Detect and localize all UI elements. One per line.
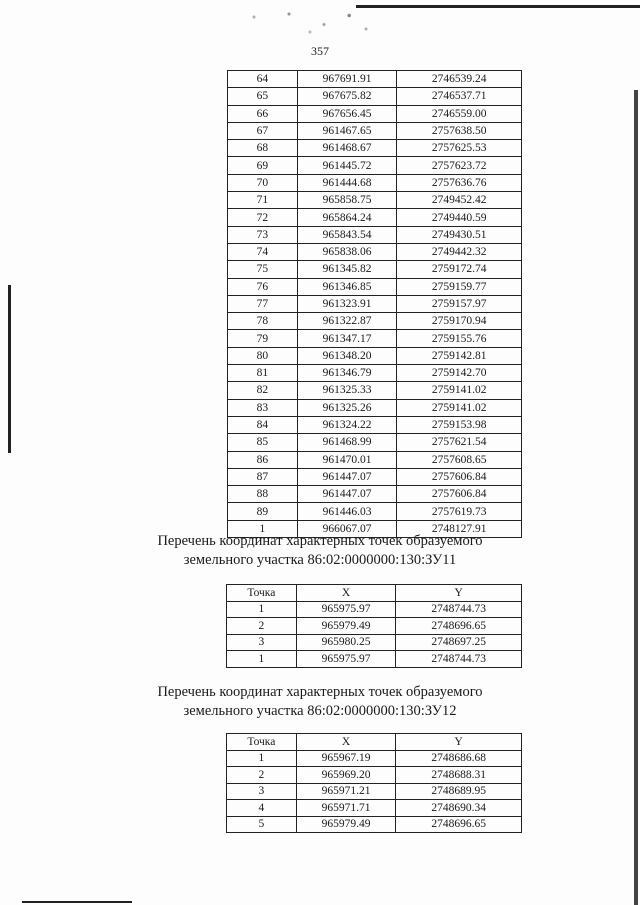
table-row [228, 416, 522, 433]
cell-point: 86 [228, 451, 298, 468]
cell-y: 2749442.32 [397, 243, 522, 260]
section-heading-zu11-line2: земельного участка 86:02:0000000:130:ЗУ11 [183, 552, 457, 568]
table-header-row [227, 734, 522, 751]
cell-y: 2746537.71 [397, 88, 522, 105]
cell-point: 2 [227, 767, 297, 784]
cell-y: 2757608.65 [397, 451, 522, 468]
table-row [228, 434, 522, 451]
cell-point: 1 [228, 520, 298, 537]
table-row [228, 192, 522, 209]
column-header-point: Точка [227, 585, 297, 602]
cell-x: 961346.85 [297, 278, 397, 295]
section-heading-zu12-line2: земельного участка 86:02:0000000:130:ЗУ12 [183, 703, 457, 719]
scan-artifact-left-bar [8, 285, 11, 453]
cell-y: 2759142.81 [397, 347, 522, 364]
cell-y: 2749440.59 [397, 209, 522, 226]
table-row [227, 601, 522, 618]
section-heading-zu11-line1: Перечень координат характерных точек образуемого [157, 533, 483, 549]
cell-y: 2749452.42 [397, 192, 522, 209]
cell-y: 2757606.84 [397, 486, 522, 503]
cell-y: 2759159.77 [397, 278, 522, 295]
cell-x: 961467.65 [297, 122, 397, 139]
cell-point: 1 [227, 651, 297, 668]
cell-point: 5 [227, 816, 297, 833]
coordinates-table-zu11-body [227, 601, 522, 667]
cell-x: 961468.67 [297, 140, 397, 157]
table-row [227, 783, 522, 800]
scan-artifact-bottom-line [22, 901, 132, 903]
table-row [228, 157, 522, 174]
table-row [228, 122, 522, 139]
cell-x: 965971.21 [296, 783, 396, 800]
cell-y: 2748744.73 [396, 651, 522, 668]
table-row [228, 243, 522, 260]
cell-x: 965967.19 [296, 750, 396, 767]
cell-y: 2748744.73 [396, 601, 522, 618]
section-heading-zu12 [0, 683, 640, 721]
cell-y: 2757619.73 [397, 503, 522, 520]
cell-point: 65 [228, 88, 298, 105]
table-row [228, 399, 522, 416]
scan-artifact-top-line [356, 5, 640, 8]
table-row [228, 88, 522, 105]
cell-point: 71 [228, 192, 298, 209]
table-row [228, 174, 522, 191]
cell-point: 75 [228, 261, 298, 278]
table-row [227, 634, 522, 651]
cell-x: 966067.07 [297, 520, 397, 537]
cell-x: 965979.49 [296, 816, 396, 833]
cell-y: 2757636.76 [397, 174, 522, 191]
cell-x: 965969.20 [296, 767, 396, 784]
cell-y: 2759155.76 [397, 330, 522, 347]
cell-x: 965858.75 [297, 192, 397, 209]
page-number: 357 [311, 44, 329, 58]
cell-x: 965971.71 [296, 800, 396, 817]
cell-y: 2759141.02 [397, 382, 522, 399]
cell-y: 2759142.70 [397, 365, 522, 382]
table-row [228, 468, 522, 485]
column-header-x: X [296, 734, 396, 751]
table-row [228, 503, 522, 520]
cell-x: 961324.22 [297, 416, 397, 433]
cell-x: 961348.20 [297, 347, 397, 364]
table-row [228, 486, 522, 503]
cell-point: 70 [228, 174, 298, 191]
cell-y: 2759153.98 [397, 416, 522, 433]
cell-x: 961446.03 [297, 503, 397, 520]
cell-point: 67 [228, 122, 298, 139]
cell-point: 82 [228, 382, 298, 399]
coordinates-table-main-body [228, 71, 522, 538]
cell-y: 2748689.95 [396, 783, 522, 800]
cell-x: 965864.24 [297, 209, 397, 226]
cell-y: 2746559.00 [397, 105, 522, 122]
section-heading-zu12-line1: Перечень координат характерных точек образуемого [157, 684, 483, 700]
table-row [227, 618, 522, 635]
cell-point: 3 [227, 783, 297, 800]
table-header-row [227, 585, 522, 602]
table-row [227, 651, 522, 668]
cell-x: 965975.97 [296, 601, 396, 618]
scan-artifact-right-bar [634, 90, 638, 905]
column-header-x: X [296, 585, 396, 602]
table-row [228, 261, 522, 278]
table-row [228, 451, 522, 468]
cell-point: 87 [228, 468, 298, 485]
cell-x: 961447.07 [297, 468, 397, 485]
table-row [228, 382, 522, 399]
table-row [228, 209, 522, 226]
cell-point: 88 [228, 486, 298, 503]
cell-point: 3 [227, 634, 297, 651]
table-row [228, 140, 522, 157]
cell-point: 85 [228, 434, 298, 451]
cell-point: 83 [228, 399, 298, 416]
column-header-y: Y [396, 734, 522, 751]
cell-point: 68 [228, 140, 298, 157]
cell-point: 73 [228, 226, 298, 243]
scan-artifact-noise [240, 8, 380, 38]
cell-x: 961468.99 [297, 434, 397, 451]
cell-x: 961447.07 [297, 486, 397, 503]
cell-y: 2748690.34 [396, 800, 522, 817]
cell-point: 81 [228, 365, 298, 382]
table-row [228, 71, 522, 88]
cell-x: 961445.72 [297, 157, 397, 174]
table-row [227, 767, 522, 784]
table-row [228, 347, 522, 364]
cell-y: 2757606.84 [397, 468, 522, 485]
cell-point: 64 [228, 71, 298, 88]
cell-y: 2749430.51 [397, 226, 522, 243]
cell-y: 2748688.31 [396, 767, 522, 784]
cell-y: 2757638.50 [397, 122, 522, 139]
cell-y: 2748696.65 [396, 816, 522, 833]
cell-point: 72 [228, 209, 298, 226]
cell-x: 961347.17 [297, 330, 397, 347]
cell-point: 2 [227, 618, 297, 635]
table-row [228, 330, 522, 347]
cell-y: 2748696.65 [396, 618, 522, 635]
table-row [227, 750, 522, 767]
table-row [227, 816, 522, 833]
cell-point: 89 [228, 503, 298, 520]
cell-y: 2757623.72 [397, 157, 522, 174]
cell-x: 965979.49 [296, 618, 396, 635]
cell-point: 78 [228, 313, 298, 330]
cell-y: 2759157.97 [397, 295, 522, 312]
cell-x: 967656.45 [297, 105, 397, 122]
table-row [227, 800, 522, 817]
cell-point: 77 [228, 295, 298, 312]
cell-point: 80 [228, 347, 298, 364]
cell-x: 967675.82 [297, 88, 397, 105]
cell-x: 961345.82 [297, 261, 397, 278]
cell-point: 1 [227, 601, 297, 618]
cell-point: 66 [228, 105, 298, 122]
cell-y: 2759170.94 [397, 313, 522, 330]
cell-x: 961470.01 [297, 451, 397, 468]
coordinates-table-zu12 [226, 733, 522, 833]
table-row [228, 313, 522, 330]
cell-y: 2746539.24 [397, 71, 522, 88]
column-header-y: Y [396, 585, 522, 602]
table-row [228, 105, 522, 122]
cell-point: 4 [227, 800, 297, 817]
cell-x: 967691.91 [297, 71, 397, 88]
cell-x: 961325.26 [297, 399, 397, 416]
cell-x: 965980.25 [296, 634, 396, 651]
cell-y: 2759141.02 [397, 399, 522, 416]
column-header-point: Точка [227, 734, 297, 751]
cell-y: 2748697.25 [396, 634, 522, 651]
coordinates-table-zu11 [226, 584, 522, 668]
table-row [228, 295, 522, 312]
cell-y: 2757621.54 [397, 434, 522, 451]
cell-y: 2757625.53 [397, 140, 522, 157]
cell-point: 79 [228, 330, 298, 347]
cell-x: 961346.79 [297, 365, 397, 382]
cell-y: 2759172.74 [397, 261, 522, 278]
cell-x: 961323.91 [297, 295, 397, 312]
cell-point: 1 [227, 750, 297, 767]
cell-y: 2748127.91 [397, 520, 522, 537]
cell-x: 965843.54 [297, 226, 397, 243]
cell-x: 965838.06 [297, 243, 397, 260]
cell-point: 74 [228, 243, 298, 260]
coordinates-table-main [227, 70, 522, 538]
cell-point: 76 [228, 278, 298, 295]
table-row [228, 365, 522, 382]
table-row [228, 278, 522, 295]
cell-x: 965975.97 [296, 651, 396, 668]
cell-point: 69 [228, 157, 298, 174]
cell-x: 961322.87 [297, 313, 397, 330]
coordinates-table-zu12-body [227, 750, 522, 833]
section-heading-zu11 [0, 532, 640, 570]
cell-x: 961325.33 [297, 382, 397, 399]
cell-x: 961444.68 [297, 174, 397, 191]
cell-y: 2748686.68 [396, 750, 522, 767]
cell-point: 84 [228, 416, 298, 433]
table-row [228, 226, 522, 243]
